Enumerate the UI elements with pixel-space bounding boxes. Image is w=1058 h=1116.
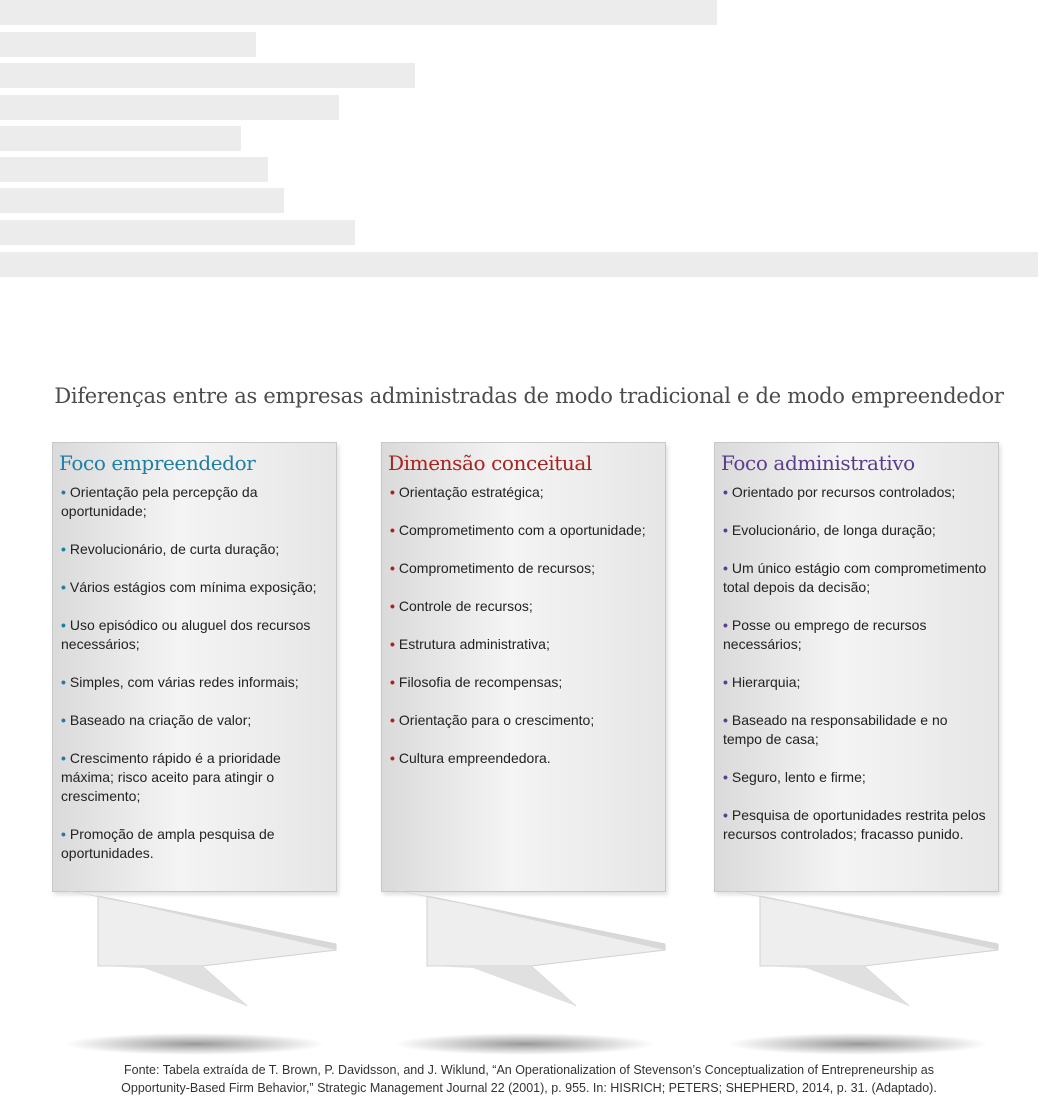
card-foco-administrativo [714,442,999,892]
figure-title: Diferenças entre as empresas administradas de modo tradicional e de modo empreendedor [54,384,1004,408]
ribbon-tail [381,888,671,1008]
text-placeholder-line [0,0,717,25]
text-placeholder-line [0,252,1038,277]
text-placeholder-line [0,32,256,57]
list-item: • Evolucionário, de longa duração; [723,522,936,538]
list-item: • Um único estágio com comprometimento total depois da decisão; [723,560,987,595]
ribbon-tail [52,888,342,1008]
text-placeholder-line [0,157,268,182]
list-item: • Cultura empreendedora. [390,750,551,766]
card-dimensao-conceitual [381,442,666,892]
card-title: Foco empreendedor [59,451,256,475]
card-shadow [728,1030,988,1060]
text-placeholder-line [0,188,284,213]
card-list [382,483,665,768]
card-shadow [65,1030,325,1060]
list-item: • Simples, com várias redes informais; [61,674,299,690]
list-item: • Baseado na responsabilidade e no tempo de casa; [723,712,948,747]
list-item: • Vários estágios com mínima exposição; [61,579,317,595]
list-item: • Hierarquia; [723,674,801,690]
card-foco-empreendedor [52,442,337,892]
source-citation [0,1061,1058,1097]
card-shadow [395,1030,655,1060]
list-item: • Controle de recursos; [390,598,533,614]
card-title: Foco administrativo [721,451,915,475]
list-item: • Crescimento rápido é a prioridade máxima; risco aceito para atingir o crescimento; [61,750,281,804]
text-placeholder-line [0,126,241,151]
text-placeholder-line [0,220,355,245]
list-item: • Baseado na criação de valor; [61,712,252,728]
list-item: • Comprometimento com a oportunidade; [390,522,646,538]
card-list [53,483,336,863]
list-item: • Orientação estratégica; [390,484,544,500]
list-item: • Filosofia de recompensas; [390,674,563,690]
list-item: • Comprometimento de recursos; [390,560,595,576]
list-item: • Orientado por recursos controlados; [723,484,956,500]
card-list [715,483,998,844]
ribbon-tail [714,888,1004,1008]
source-line: Opportunity-Based Firm Behavior,” Strategic Management Journal 22 (2001), p. 955. In: HISRICH; PETERS; SHEPHERD, 2014, p. 31. (Adaptado). [121,1081,937,1095]
list-item: • Uso episódico ou aluguel dos recursos necessários; [61,617,311,652]
list-item: • Seguro, lento e firme; [723,769,866,785]
text-placeholder-line [0,63,415,88]
list-item: • Orientação pela percepção da oportunidade; [61,484,258,519]
list-item: • Promoção de ampla pesquisa de oportunidades. [61,826,275,861]
list-item: • Orientação para o crescimento; [390,712,595,728]
list-item: • Pesquisa de oportunidades restrita pelos recursos controlados; fracasso punido. [723,807,986,842]
card-title: Dimensão conceitual [388,451,592,475]
source-line: Fonte: Tabela extraída de T. Brown, P. Davidsson, and J. Wiklund, “An Operationalization of Stevenson’s Conceptualization of Entrepreneurship as [124,1063,934,1077]
list-item: • Estrutura administrativa; [390,636,550,652]
list-item: • Revolucionário, de curta duração; [61,541,280,557]
list-item: • Posse ou emprego de recursos necessários; [723,617,927,652]
text-placeholder-line [0,95,339,120]
